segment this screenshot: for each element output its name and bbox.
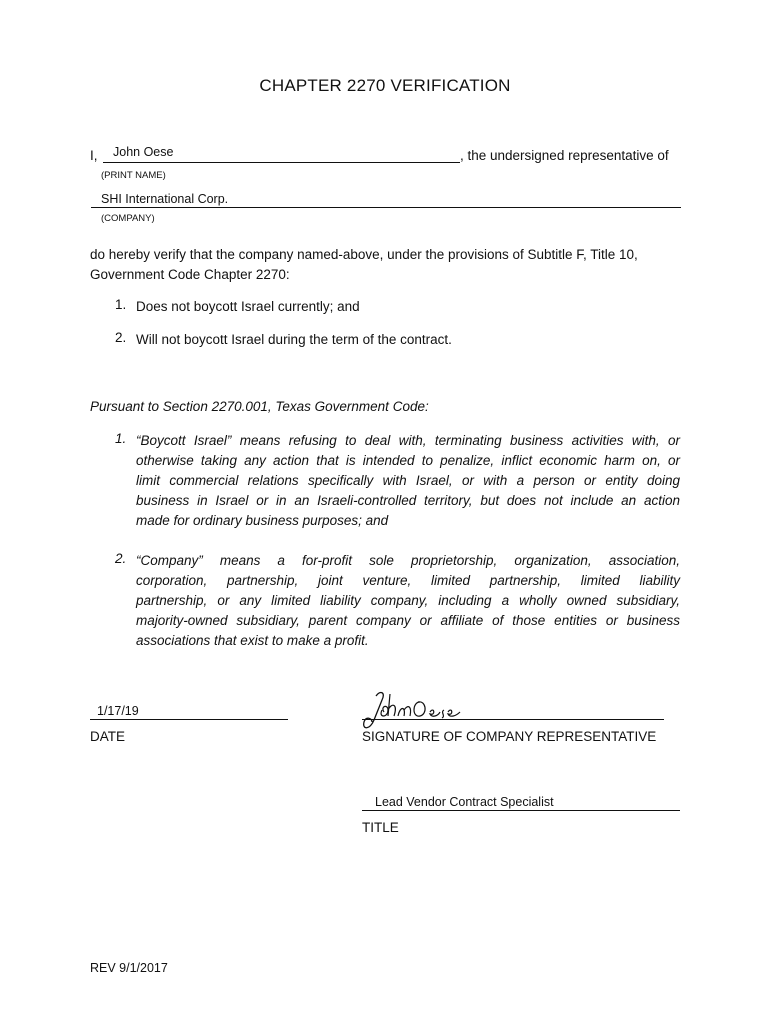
print-name-value[interactable]: John Oese (113, 145, 174, 159)
verify-line-1: do hereby verify that the company named-above, under the provisions of Subtitle F, Title 10, (90, 247, 638, 262)
definition-1 (136, 431, 680, 531)
definition-1-line: “Boycott Israel” means refusing to deal with, terminating business activities with, or (136, 433, 680, 448)
item-2-number: 2. (115, 330, 127, 345)
verify-paragraph (90, 245, 682, 285)
definition-1-line: business in Israel or in an Israeli-controlled territory, but does not include an action (136, 493, 680, 508)
signature-label: SIGNATURE OF COMPANY REPRESENTATIVE (362, 729, 657, 744)
definition-1-line: otherwise taking any action that is intended to penalize, inflict economic harm on, or (136, 453, 680, 468)
date-value[interactable]: 1/17/19 (97, 704, 139, 718)
date-underline (90, 719, 288, 720)
definition-2-line: corporation, partnership, joint venture, limited partnership, limited liability (136, 573, 680, 588)
definition-1-number: 1. (115, 431, 127, 446)
date-label: DATE (90, 729, 126, 744)
title-value[interactable]: Lead Vendor Contract Specialist (375, 795, 554, 809)
company-caption: (COMPANY) (101, 213, 155, 224)
item-1-number: 1. (115, 297, 127, 312)
definition-1-line: limit commercial relations specifically with Israel, or with a person or entity doing (136, 473, 680, 488)
title-label: TITLE (362, 820, 399, 835)
revision-footer: REV 9/1/2017 (90, 961, 168, 975)
definition-2 (136, 551, 680, 651)
name-prefix: I, (90, 148, 98, 163)
definition-2-number: 2. (115, 551, 127, 566)
company-underline (91, 207, 681, 208)
definition-1-line: made for ordinary business purposes; and (136, 513, 389, 528)
definition-2-line: “Company” means a for-profit sole proprietorship, organization, association, (136, 553, 680, 568)
verify-line-2: Government Code Chapter 2270: (90, 267, 290, 282)
document-title: CHAPTER 2270 VERIFICATION (259, 76, 511, 95)
representative-text: , the undersigned representative of (460, 148, 669, 163)
company-value[interactable]: SHI International Corp. (101, 192, 229, 206)
definition-2-line: partnership, or any limited liability company, including a wholly owned subsidiary, (136, 593, 680, 608)
pursuant-heading: Pursuant to Section 2270.001, Texas Government Code: (90, 399, 429, 414)
definition-2-line: majority-owned subsidiary, parent company or affiliate of those entities or business (136, 613, 680, 628)
print-name-caption: (PRINT NAME) (101, 170, 166, 181)
item-2-text: Will not boycott Israel during the term of the contract. (136, 332, 452, 347)
definition-2-line: associations that exist to make a profit. (136, 633, 369, 648)
item-1-text: Does not boycott Israel currently; and (136, 299, 360, 314)
name-underline (103, 162, 460, 163)
title-underline (362, 810, 680, 811)
